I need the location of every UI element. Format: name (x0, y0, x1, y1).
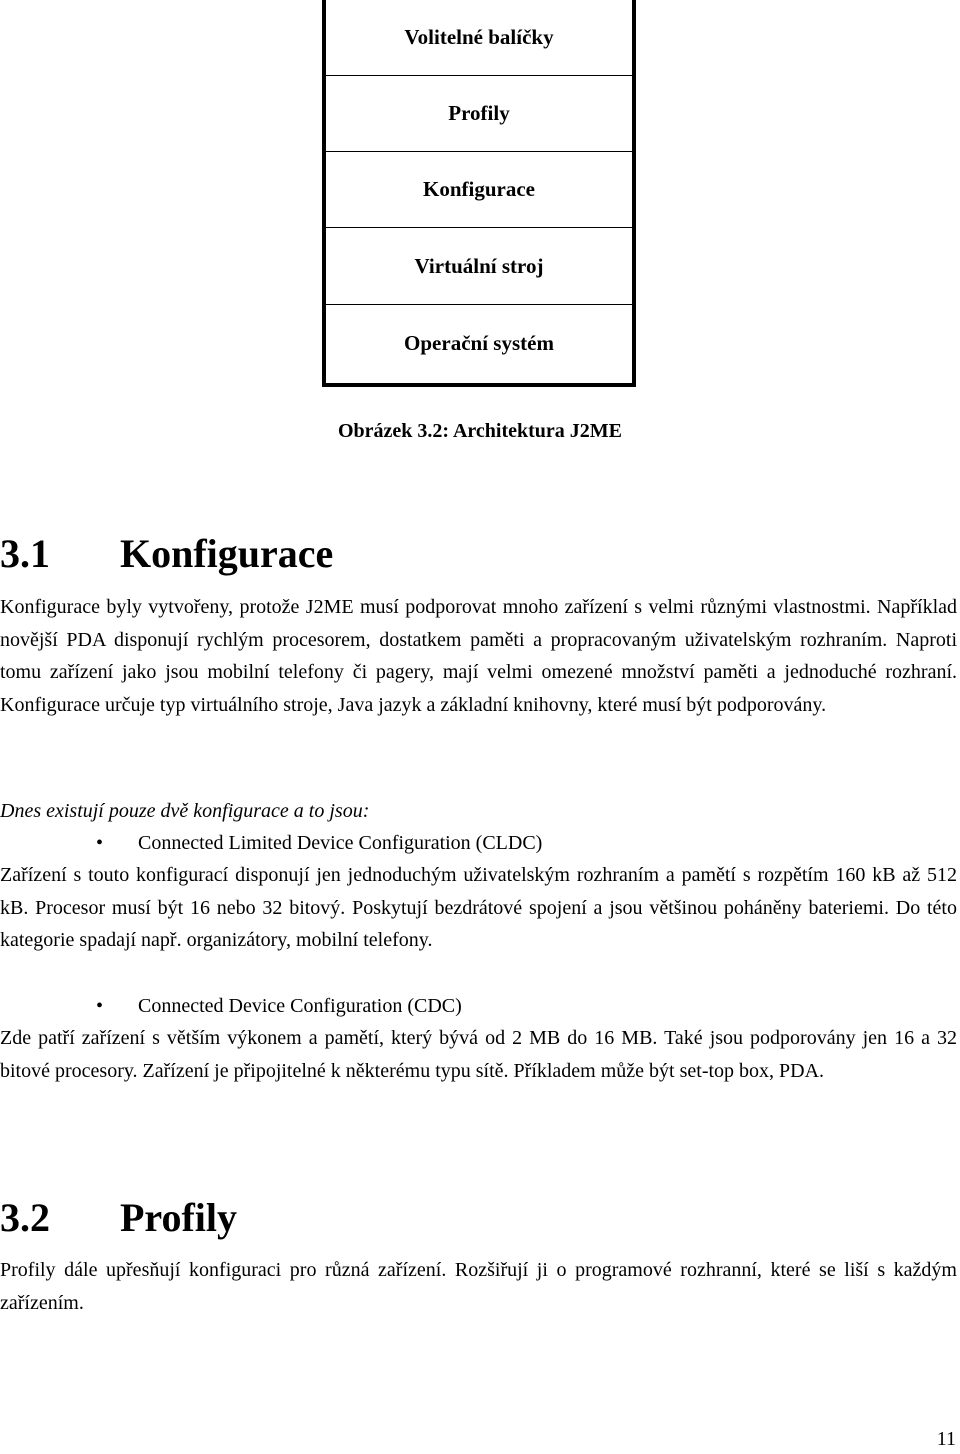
page-number: 11 (936, 1428, 956, 1450)
section-title: Konfigurace (120, 531, 334, 576)
section-number: 3.1 (0, 531, 50, 576)
cldc-paragraph: Zařízení s touto konfigurací disponují jen jednoduchým uživatelským rozhraním a pamětí s rozpětím 160 kB až 512 kB. Procesor musí být 16 nebo 32 bitový. Poskytují bezdrátové spojení a jsou většinou poháněny bateriemi. Do této kategorie spadají např. organizátory, mobilní telefony. (0, 864, 957, 951)
section-heading-configuration (0, 530, 333, 578)
configuration-paragraph: Konfigurace byly vytvořeny, protože J2ME musí podporovat mnoho zařízení s velmi různými vlastnostmi. Například novější PDA disponují rychlým procesorem, dostatkem paměti a propracovaným uživatelským rozhraním. Naproti tomu zařízení jako jsou mobilní telefony či pagery, mají velmi omezené množství paměti a jednoduché rozhraní. Konfigurace určuje typ virtuálního stroje, Java jazyk a základní knihovny, které musí být podporovány. (0, 596, 957, 716)
configurations-intro: Dnes existují pouze dvě konfigurace a to jsou: (0, 800, 370, 822)
bullet-icon: • (96, 832, 104, 854)
layer-optional-packages: Volitelné balíčky (326, 0, 632, 76)
layer-virtual-machine: Virtuální stroj (326, 229, 632, 305)
layer-profiles: Profily (326, 76, 632, 152)
cldc-title: Connected Limited Device Configuration (CLDC) (138, 832, 543, 854)
section-number: 3.2 (0, 1195, 50, 1240)
layer-configuration: Konfigurace (326, 152, 632, 228)
profiles-paragraph: Profily dále upřesňují konfiguraci pro různá zařízení. Rozšiřují ji o programové rozhranní, které se liší s každým zařízením. (0, 1259, 957, 1314)
layer-operating-system: Operační systém (404, 330, 554, 355)
section-heading-profiles (0, 1194, 237, 1242)
bullet-icon: • (96, 995, 104, 1017)
cdc-paragraph: Zde patří zařízení s větším výkonem a pamětí, který bývá od 2 MB do 16 MB. Také jsou podporovány jen 16 a 32 bitové procesory. Zařízení je připojitelné k některému typu sítě. Příkladem může být set-top box, PDA. (0, 1027, 957, 1082)
figure-caption: Obrázek 3.2: Architektura J2ME (337, 420, 623, 442)
architecture-diagram (322, 0, 636, 387)
cdc-title: Connected Device Configuration (CDC) (138, 995, 462, 1017)
section-title: Profily (120, 1195, 238, 1240)
